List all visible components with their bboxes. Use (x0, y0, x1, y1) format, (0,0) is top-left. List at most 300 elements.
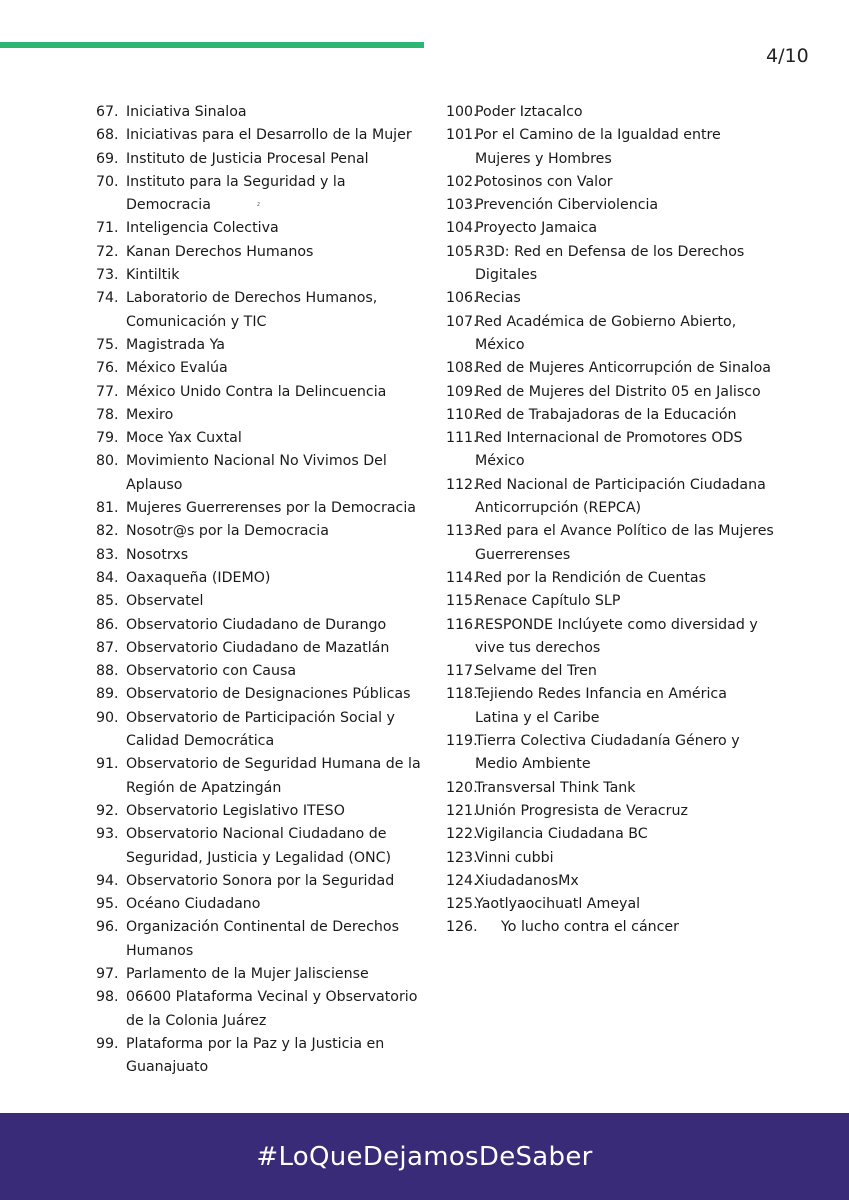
list-item-text (126, 427, 426, 450)
list-item-line (475, 753, 776, 776)
list-item-line-text: Movimiento Nacional No Vivimos Del (126, 453, 387, 470)
list-item-number: 91. (96, 756, 119, 773)
list-item (446, 823, 776, 846)
list-item-line-text: Democracia (126, 197, 211, 214)
list-item-line (126, 730, 426, 753)
list-item-text (126, 101, 426, 124)
list-item-line (501, 916, 776, 939)
list-item-line-text: México (475, 453, 525, 470)
list-item-number: 69. (96, 150, 119, 167)
list-item-line-text: Moce Yax Cuxtal (126, 430, 242, 447)
list-item (446, 660, 776, 683)
list-item-line-text: Kintiltik (126, 267, 180, 284)
list-item-line-text: Renace Capítulo SLP (475, 593, 621, 610)
list-item (96, 404, 426, 427)
list-item (446, 241, 776, 288)
list-item (96, 893, 426, 916)
list-item-line-text: Guerrerenses (475, 546, 571, 563)
list-item-line-text: Observatorio Legislativo ITESO (126, 802, 345, 819)
list-item-number: 114. (446, 569, 478, 586)
list-item-line (475, 381, 776, 404)
list-item-line-text: Potosinos con Valor (475, 173, 613, 190)
list-item (446, 847, 776, 870)
list-item-line-text: Mexiro (126, 406, 174, 423)
list-item-line-text: Observatel (126, 593, 204, 610)
list-item-line-text: Latina y el Caribe (475, 709, 600, 726)
list-item-line-text: Selvame del Tren (475, 663, 597, 680)
list-item-line-text: Observatorio de Participación Social y (126, 709, 395, 726)
organization-list-left (96, 101, 426, 1079)
list-item (446, 730, 776, 777)
list-item-line (126, 450, 426, 473)
list-item-line (475, 357, 776, 380)
list-item-line-text: R3D: Red en Defensa de los Derechos (475, 243, 745, 260)
list-item-line (126, 357, 426, 380)
list-item-line (475, 497, 776, 520)
list-item (446, 194, 776, 217)
list-item (96, 450, 426, 497)
list-item-text (475, 311, 776, 358)
list-item-line (475, 334, 776, 357)
list-item (96, 614, 426, 637)
list-item-line-text: Parlamento de la Mujer Jalisciense (126, 965, 369, 982)
list-item-text (475, 870, 776, 893)
list-item-text (475, 567, 776, 590)
list-item-line-text: Seguridad, Justicia y Legalidad (ONC) (126, 849, 392, 866)
list-item-line-text: Red Nacional de Participación Ciudadana (475, 476, 766, 493)
list-item (446, 777, 776, 800)
list-item-line (126, 101, 426, 124)
list-item-line-text: Aplauso (126, 476, 183, 493)
list-item-line-text: Yo lucho contra el cáncer (501, 919, 679, 936)
list-item-text (126, 544, 426, 567)
list-item (96, 590, 426, 613)
list-item-line (126, 614, 426, 637)
list-item-line-text: Por el Camino de la Igualdad entre (475, 127, 721, 144)
list-item (96, 683, 426, 706)
list-item-line-text: Océano Ciudadano (126, 896, 261, 913)
list-item (96, 148, 426, 171)
list-item-number: 77. (96, 383, 119, 400)
list-item-text (475, 847, 776, 870)
list-item-text (475, 893, 776, 916)
list-item-text (126, 287, 426, 334)
list-item-number: 116. (446, 616, 478, 633)
list-item-number: 99. (96, 1035, 119, 1052)
list-item (446, 800, 776, 823)
list-item-number: 124. (446, 872, 478, 889)
list-item-number: 67. (96, 104, 119, 120)
list-item-line-text: México Unido Contra la Delincuencia (126, 383, 387, 400)
list-item (96, 544, 426, 567)
list-item-line (475, 800, 776, 823)
list-item-line (475, 520, 776, 543)
list-item-line (475, 544, 776, 567)
list-item (446, 916, 776, 939)
list-item-line-text: Red de Trabajadoras de la Educación (475, 406, 737, 423)
list-item-line (475, 893, 776, 916)
list-item-line (126, 381, 426, 404)
list-item (96, 567, 426, 590)
footer-hashtag: #LoQueDejamosDeSaber (256, 1141, 593, 1172)
list-item (446, 287, 776, 310)
list-item-text (475, 404, 776, 427)
list-item-number: 112. (446, 476, 478, 493)
list-item-text (475, 101, 776, 124)
list-item-line-text: Tejiendo Redes Infancia en América (475, 686, 727, 703)
list-item-line-text: Vigilancia Ciudadana BC (475, 826, 648, 843)
list-item-number: 81. (96, 500, 119, 517)
list-item-line (475, 660, 776, 683)
list-item (446, 124, 776, 171)
list-item (96, 916, 426, 963)
list-item-text (126, 241, 426, 264)
list-item-line (126, 1010, 426, 1033)
list-item (446, 683, 776, 730)
list-item-text (126, 707, 426, 754)
list-item-number: 75. (96, 336, 119, 353)
list-item-line-text: Observatorio Sonora por la Seguridad (126, 872, 395, 889)
list-item-line (475, 777, 776, 800)
list-item-text (475, 217, 776, 240)
list-item-text (126, 1033, 426, 1080)
list-item-line (126, 963, 426, 986)
list-item-line (475, 637, 776, 660)
list-item-line-text: Red por la Rendición de Cuentas (475, 569, 706, 586)
list-item-text (126, 753, 426, 800)
list-item (446, 217, 776, 240)
list-item-number: 90. (96, 709, 119, 726)
list-item-line-text: Guanajuato (126, 1059, 209, 1076)
list-item-line (126, 148, 426, 171)
list-item-line (126, 940, 426, 963)
list-item-number: 85. (96, 593, 119, 610)
list-item (446, 614, 776, 661)
footer-banner (0, 1113, 849, 1200)
list-item-line (475, 730, 776, 753)
list-item-number: 101. (446, 127, 478, 144)
list-item-line (126, 986, 426, 1009)
list-item-number: 102. (446, 173, 478, 190)
list-item-text (475, 777, 776, 800)
list-item-line (475, 404, 776, 427)
list-item (96, 800, 426, 823)
list-item-line-text: Red Académica de Gobierno Abierto, (475, 313, 737, 330)
list-item-number: 121. (446, 802, 478, 819)
list-item-line-text: XiudadanosMx (475, 872, 579, 889)
list-item-line (475, 101, 776, 124)
list-item-text (126, 986, 426, 1033)
list-item-number: 111. (446, 430, 478, 447)
list-item-line-text: Observatorio con Causa (126, 663, 297, 680)
list-item (96, 870, 426, 893)
list-item-line (475, 614, 776, 637)
list-item-line (475, 217, 776, 240)
list-item (446, 381, 776, 404)
list-item-number: 74. (96, 290, 119, 307)
list-item-text (475, 171, 776, 194)
list-item-line-text: de la Colonia Juárez (126, 1012, 267, 1029)
list-item-line-text: RESPONDE Inclúyete como diversidad y (475, 616, 758, 633)
list-item (96, 707, 426, 754)
list-item-text (126, 683, 426, 706)
list-item-text (126, 264, 426, 287)
list-item-text (475, 427, 776, 474)
list-item-number: 120. (446, 779, 478, 796)
list-item-line (475, 590, 776, 613)
list-item-line-text: Digitales (475, 267, 538, 284)
list-item-number: 82. (96, 523, 119, 540)
list-item (96, 217, 426, 240)
list-item-line-text: Magistrada Ya (126, 336, 225, 353)
list-item-text (475, 683, 776, 730)
list-item-number: 78. (96, 406, 119, 423)
list-item (96, 1033, 426, 1080)
list-item-line-text: Iniciativas para el Desarrollo de la Mujer (126, 127, 412, 144)
list-item-text (126, 497, 426, 520)
list-item-text (126, 357, 426, 380)
list-item-line-text: Red para el Avance Político de las Mujeres (475, 523, 774, 540)
list-item-line-text: Mujeres Guerrerenses por la Democracia (126, 500, 416, 517)
list-item-text (475, 357, 776, 380)
list-item-text (126, 893, 426, 916)
organization-list-right (446, 101, 776, 940)
list-item-number: 100. (446, 104, 478, 120)
list-item-text (501, 916, 776, 939)
list-item-line-text: Nosotrxs (126, 546, 189, 563)
list-item-number: 70. (96, 173, 119, 190)
list-item-number: 96. (96, 919, 119, 936)
list-item-number: 105. (446, 243, 478, 260)
list-item-number: 68. (96, 127, 119, 144)
list-item-line (475, 567, 776, 590)
list-item-line (475, 124, 776, 147)
list-item-number: 71. (96, 220, 119, 237)
list-item-text (475, 730, 776, 777)
list-item-line (126, 847, 426, 870)
list-item-line (126, 311, 426, 334)
list-item-number: 92. (96, 802, 119, 819)
list-item-number: 76. (96, 360, 119, 377)
list-item-line (475, 287, 776, 310)
list-item-text (126, 520, 426, 543)
list-item (446, 520, 776, 567)
list-item-line-text: Medio Ambiente (475, 756, 591, 773)
list-item-text (475, 520, 776, 567)
list-item-line-text: Red de Mujeres Anticorrupción de Sinaloa (475, 360, 771, 377)
list-item-number: 115. (446, 593, 478, 610)
list-item-line-text: Vinni cubbi (475, 849, 554, 866)
list-item-line (126, 194, 426, 217)
list-item-line-text: Prevención Ciberviolencia (475, 197, 659, 214)
list-item-line-text: Red Internacional de Promotores ODS (475, 430, 743, 447)
list-item-number: 94. (96, 872, 119, 889)
list-item-text (475, 823, 776, 846)
list-item (96, 241, 426, 264)
list-item-line (126, 683, 426, 706)
list-item-line (126, 637, 426, 660)
list-item-text (126, 870, 426, 893)
list-item-line-text: México Evalúa (126, 360, 228, 377)
list-item-text (475, 381, 776, 404)
list-item (96, 287, 426, 334)
list-item-line (475, 823, 776, 846)
list-item-text (475, 124, 776, 171)
list-item-line (126, 1056, 426, 1079)
top-accent-bar (0, 42, 424, 48)
list-item-line (126, 124, 426, 147)
list-item-number: 88. (96, 663, 119, 680)
list-item-text (475, 660, 776, 683)
list-item-text (475, 194, 776, 217)
list-item-number: 86. (96, 616, 119, 633)
list-item-line (126, 567, 426, 590)
list-item-number: 104. (446, 220, 478, 237)
list-item-number: 84. (96, 569, 119, 586)
list-item (96, 637, 426, 660)
list-item-text (475, 590, 776, 613)
list-item (96, 497, 426, 520)
list-item-line (475, 264, 776, 287)
list-item-text (126, 334, 426, 357)
list-item-text (126, 614, 426, 637)
list-item-number: 103. (446, 197, 478, 214)
list-item-number: 95. (96, 896, 119, 913)
list-item-number: 119. (446, 733, 478, 750)
list-item-line (126, 753, 426, 776)
list-item-text (126, 124, 426, 147)
list-item-text (126, 148, 426, 171)
list-item-line-text: Kanan Derechos Humanos (126, 243, 314, 260)
list-item-line-text: Proyecto Jamaica (475, 220, 598, 237)
list-item-line-text: Observatorio Ciudadano de Mazatlán (126, 639, 390, 656)
list-item (446, 311, 776, 358)
list-item-text (126, 963, 426, 986)
list-item-line (126, 287, 426, 310)
list-item (96, 101, 426, 124)
list-item-line-text: Tierra Colectiva Ciudadanía Género y (475, 733, 740, 750)
list-item (446, 870, 776, 893)
list-item-number: 109. (446, 383, 478, 400)
list-item-number: 93. (96, 826, 119, 843)
list-item-line-text: Laboratorio de Derechos Humanos, (126, 290, 378, 307)
list-item (96, 963, 426, 986)
list-item-line-text: Instituto para la Seguridad y la (126, 173, 346, 190)
list-item-line (475, 427, 776, 450)
list-item-text (126, 637, 426, 660)
list-item-line (475, 148, 776, 171)
list-item (96, 171, 426, 218)
list-item (446, 893, 776, 916)
list-item-line-text: Calidad Democrática (126, 733, 275, 750)
list-item (96, 986, 426, 1033)
list-item-line (475, 194, 776, 217)
list-item-line-text: Red de Mujeres del Distrito 05 en Jalisco (475, 383, 761, 400)
list-item-line (126, 334, 426, 357)
list-item-line (126, 404, 426, 427)
page-number: 4/10 (766, 45, 809, 67)
list-item-line-text: Transversal Think Tank (475, 779, 636, 796)
list-item-line-text: Organización Continental de Derechos (126, 919, 399, 936)
list-item-text (126, 823, 426, 870)
list-item-line-text: Mujeres y Hombres (475, 150, 612, 167)
list-item (446, 427, 776, 474)
list-item-text (126, 590, 426, 613)
list-item-line (475, 450, 776, 473)
list-item-line-text: Anticorrupción (REPCA) (475, 500, 642, 517)
list-item-line-text: Observatorio Nacional Ciudadano de (126, 826, 387, 843)
list-item-line (475, 311, 776, 334)
list-item-number: 80. (96, 453, 119, 470)
list-item-line (126, 520, 426, 543)
list-item (96, 264, 426, 287)
list-item-line (126, 497, 426, 520)
list-item-number: 125. (446, 896, 478, 913)
list-item-line (126, 171, 426, 194)
list-item-line (475, 683, 776, 706)
list-item-line-text: Plataforma por la Paz y la Justicia en (126, 1035, 385, 1052)
list-item-text (126, 171, 426, 218)
list-item-number: 113. (446, 523, 478, 540)
list-item-line (126, 544, 426, 567)
list-item-line (126, 660, 426, 683)
list-item-line (126, 777, 426, 800)
list-item-text (475, 474, 776, 521)
list-item-line (126, 217, 426, 240)
list-item-text (475, 800, 776, 823)
list-item-line (126, 707, 426, 730)
list-item (96, 124, 426, 147)
list-item-number: 106. (446, 290, 478, 307)
list-item-line (475, 171, 776, 194)
list-item-line (126, 427, 426, 450)
list-item (96, 823, 426, 870)
list-item-text (126, 916, 426, 963)
list-item-number: 87. (96, 639, 119, 656)
list-item-line (126, 241, 426, 264)
list-item-number: 89. (96, 686, 119, 703)
list-item-line (126, 916, 426, 939)
list-item-number: 98. (96, 989, 119, 1006)
list-item-text (126, 217, 426, 240)
list-item-line-text: 06600 Plataforma Vecinal y Observatorio (126, 989, 418, 1006)
list-item (96, 520, 426, 543)
list-item-number: 123. (446, 849, 478, 866)
list-item-line-text: Instituto de Justicia Procesal Penal (126, 150, 369, 167)
list-item-line-text: vive tus derechos (475, 639, 601, 656)
list-item-line-text: Iniciativa Sinaloa (126, 104, 247, 120)
list-item-number: 110. (446, 406, 478, 423)
list-item (96, 334, 426, 357)
list-item-text (126, 800, 426, 823)
list-item-line (475, 707, 776, 730)
list-item-number: 107. (446, 313, 478, 330)
list-item-line-text: Nosotr@s por la Democracia (126, 523, 329, 540)
list-item (96, 753, 426, 800)
list-item-line-text: Observatorio de Seguridad Humana de la (126, 756, 421, 773)
list-item-line-text: Observatorio de Designaciones Públicas (126, 686, 411, 703)
list-item-line (475, 241, 776, 264)
list-item-text (126, 660, 426, 683)
list-item (446, 404, 776, 427)
list-item-line-text: Oaxaqueña (IDEMO) (126, 569, 271, 586)
list-item (446, 567, 776, 590)
list-item-number: 108. (446, 360, 478, 377)
list-item-number: 73. (96, 267, 119, 284)
list-item (446, 474, 776, 521)
list-item-line-text: Recias (475, 290, 521, 307)
list-item-text (475, 287, 776, 310)
